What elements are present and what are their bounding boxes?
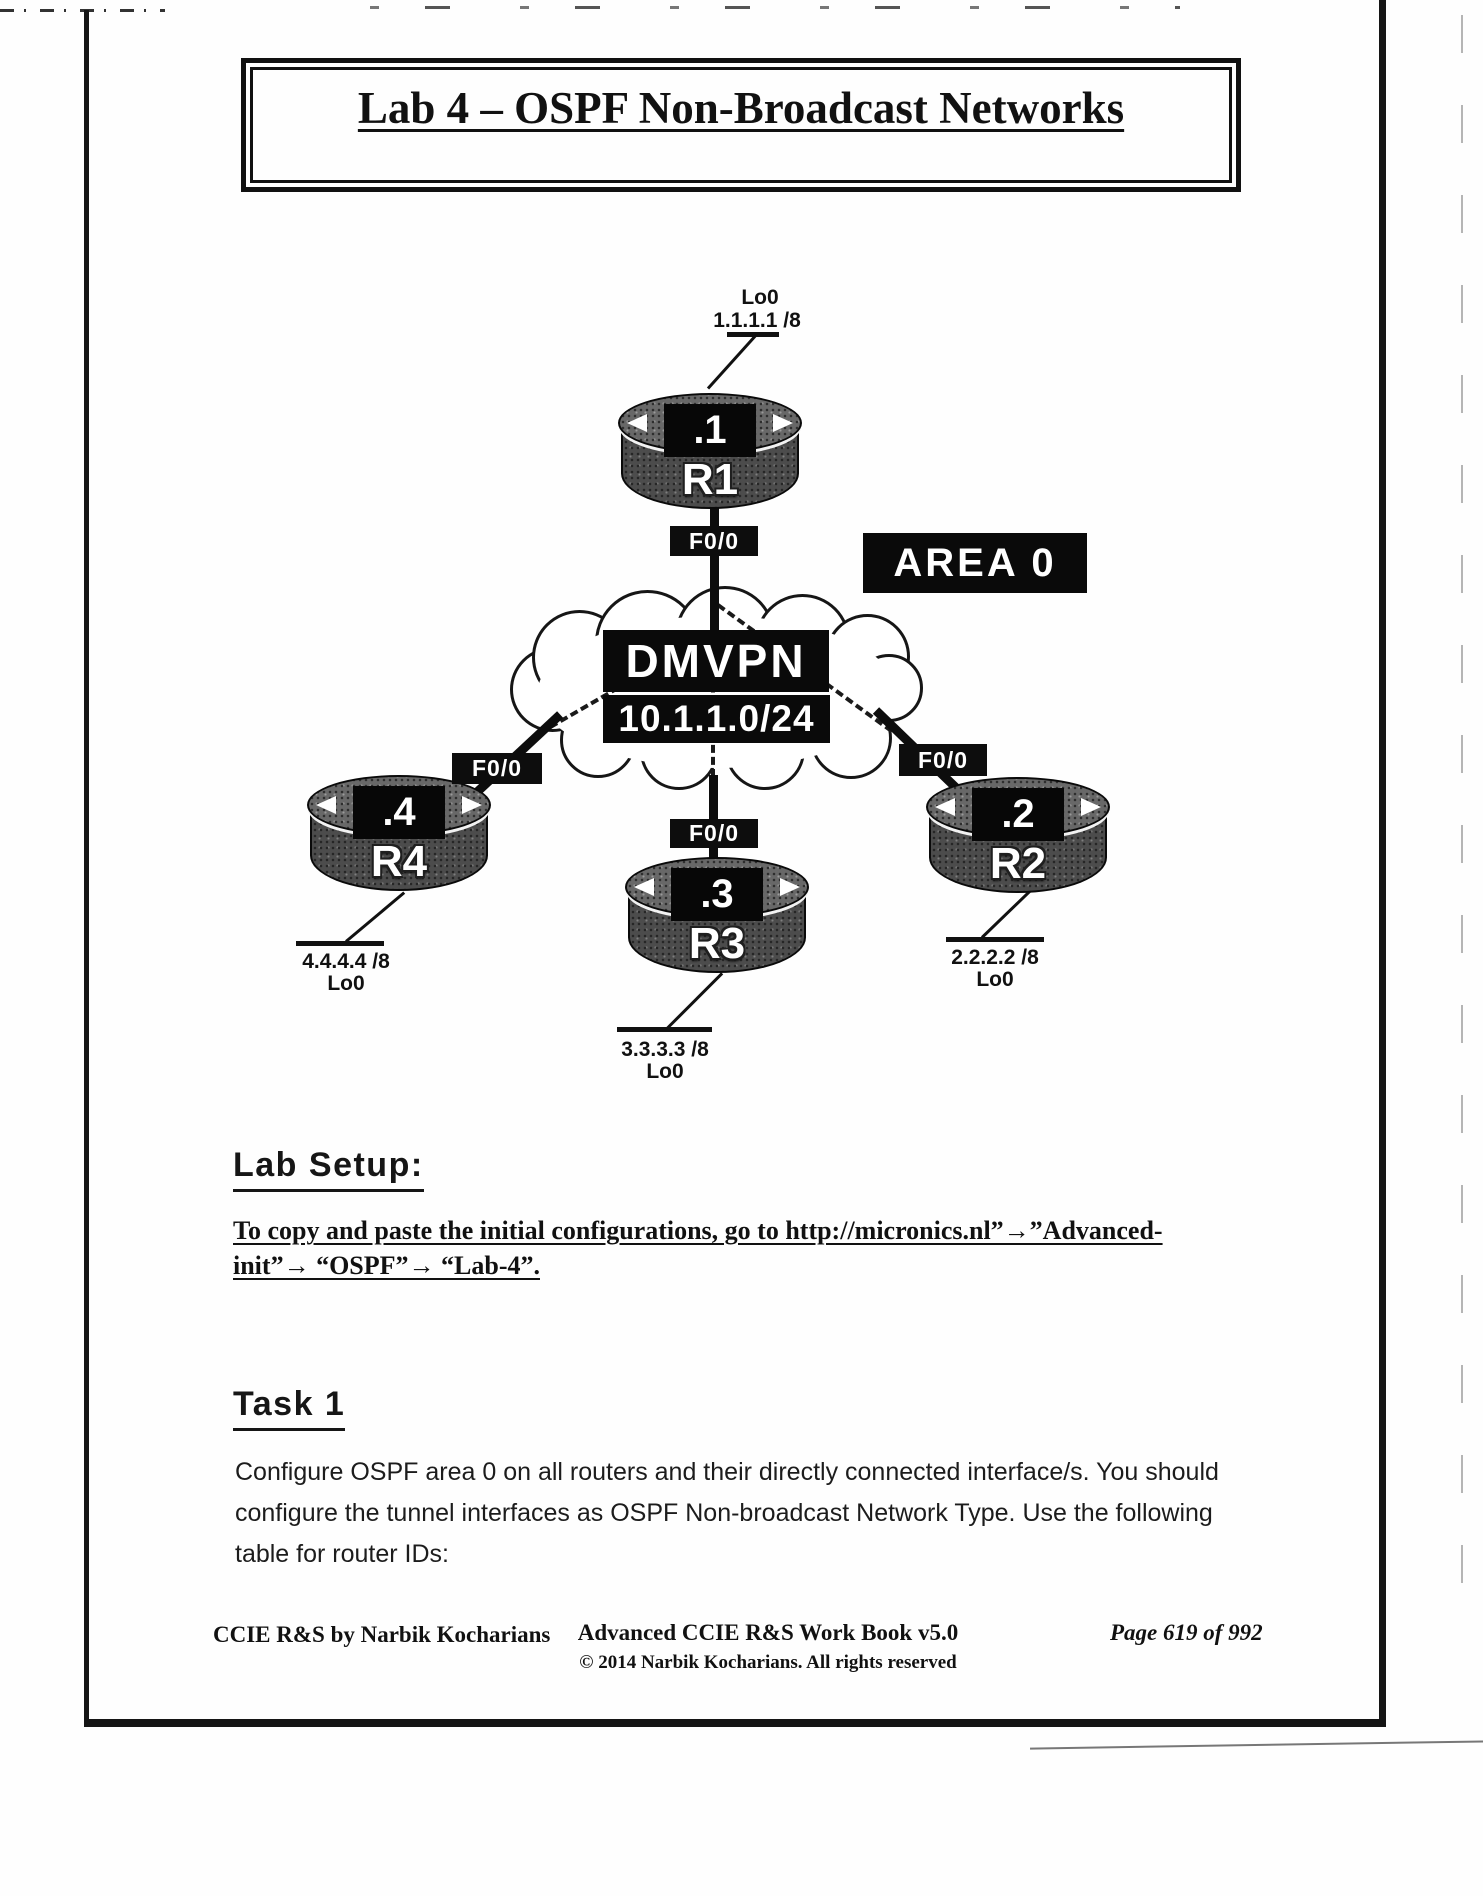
arrow-icon bbox=[773, 414, 793, 432]
scan-artifact-top-left bbox=[0, 9, 165, 12]
router-name: R3 bbox=[688, 919, 746, 968]
dmvpn-label: DMVPN bbox=[603, 630, 829, 692]
page-title: Lab 4 – OSPF Non-Broadcast Networks bbox=[357, 83, 1125, 133]
r3-loopback-ip: 3.3.3.3 /8 bbox=[621, 1038, 709, 1061]
r2-interface-label: F0/0 bbox=[899, 744, 987, 776]
router-ip-label: .2 bbox=[972, 788, 1064, 841]
router-ip-label: .1 bbox=[664, 404, 756, 457]
dmvpn-subnet-label: 10.1.1.0/24 bbox=[603, 695, 830, 743]
r3-loopback-label: Lo0 bbox=[646, 1060, 684, 1083]
router-name: R4 bbox=[370, 837, 428, 886]
loopback-bar bbox=[296, 941, 384, 946]
router-r1 bbox=[618, 393, 802, 515]
scan-artifact-right bbox=[1461, 15, 1463, 1635]
router-name: R1 bbox=[681, 455, 739, 504]
r2-loopback-label: Lo0 bbox=[976, 968, 1014, 991]
footer-book-title: Advanced CCIE R&S Work Book v5.0 bbox=[577, 1620, 959, 1645]
task1-body-line: configure the tunnel interfaces as OSPF Non-broadcast Network Type. Use the following bbox=[235, 1499, 1213, 1527]
arrow-icon bbox=[462, 796, 482, 814]
lab-setup-section bbox=[233, 1146, 424, 1192]
r3-interface-label: F0/0 bbox=[670, 819, 758, 848]
scan-artifact-bottom bbox=[1030, 1740, 1483, 1749]
page-border-left bbox=[84, 10, 89, 1724]
arrow-icon bbox=[627, 414, 647, 432]
loopback-line bbox=[345, 891, 405, 942]
r4-loopback-ip: 4.4.4.4 /8 bbox=[302, 950, 390, 973]
router-r2 bbox=[926, 777, 1110, 899]
loopback-line bbox=[666, 972, 723, 1029]
r1-interface-label: F0/0 bbox=[670, 526, 758, 556]
loopback-bar bbox=[727, 332, 779, 337]
area-label: AREA 0 bbox=[863, 533, 1087, 593]
r4-interface-label: F0/0 bbox=[452, 753, 542, 784]
router-r4 bbox=[307, 775, 491, 897]
footer-author: CCIE R&S by Narbik Kocharians bbox=[213, 1622, 551, 1647]
router-name: R2 bbox=[989, 839, 1047, 888]
task1-body-line: table for router IDs: bbox=[235, 1540, 449, 1568]
task1-body-line: Configure OSPF area 0 on all routers and their directly connected interface/s. You should bbox=[235, 1458, 1219, 1486]
r1-loopback-label: Lo0 bbox=[741, 286, 779, 309]
arrow-icon bbox=[780, 878, 800, 896]
lab-setup-line1: To copy and paste the initial configurations, go to http://micronics.nl”→”Advanced- bbox=[233, 1216, 1163, 1245]
task1-heading: Task 1 bbox=[233, 1385, 345, 1431]
scan-artifact-top bbox=[370, 6, 1180, 9]
loopback-bar bbox=[617, 1027, 712, 1032]
r4-loopback-label: Lo0 bbox=[327, 972, 365, 995]
loopback-line bbox=[707, 333, 759, 390]
r2-loopback-ip: 2.2.2.2 /8 bbox=[951, 946, 1039, 969]
r1-loopback-ip: 1.1.1.1 /8 bbox=[713, 309, 801, 332]
router-ip-label: .4 bbox=[353, 786, 445, 839]
arrow-icon bbox=[316, 796, 336, 814]
page-border-right bbox=[1379, 0, 1386, 1727]
loopback-bar bbox=[946, 937, 1044, 942]
arrow-icon bbox=[1081, 798, 1101, 816]
title-box bbox=[241, 58, 1241, 192]
arrow-icon bbox=[935, 798, 955, 816]
page-border-bottom bbox=[84, 1719, 1386, 1727]
arrow-icon bbox=[634, 878, 654, 896]
router-r3 bbox=[625, 857, 809, 979]
footer-page-number: Page 619 of 992 bbox=[1110, 1620, 1263, 1645]
task1-section bbox=[233, 1385, 345, 1431]
lab-setup-line2: init”→ “OSPF”→ “Lab-4”. bbox=[233, 1251, 540, 1280]
lab-setup-heading: Lab Setup: bbox=[233, 1146, 424, 1192]
title-box-inner bbox=[250, 67, 1232, 183]
router-ip-label: .3 bbox=[671, 868, 763, 921]
footer-copyright: © 2014 Narbik Kocharians. All rights reserved bbox=[579, 1652, 957, 1673]
